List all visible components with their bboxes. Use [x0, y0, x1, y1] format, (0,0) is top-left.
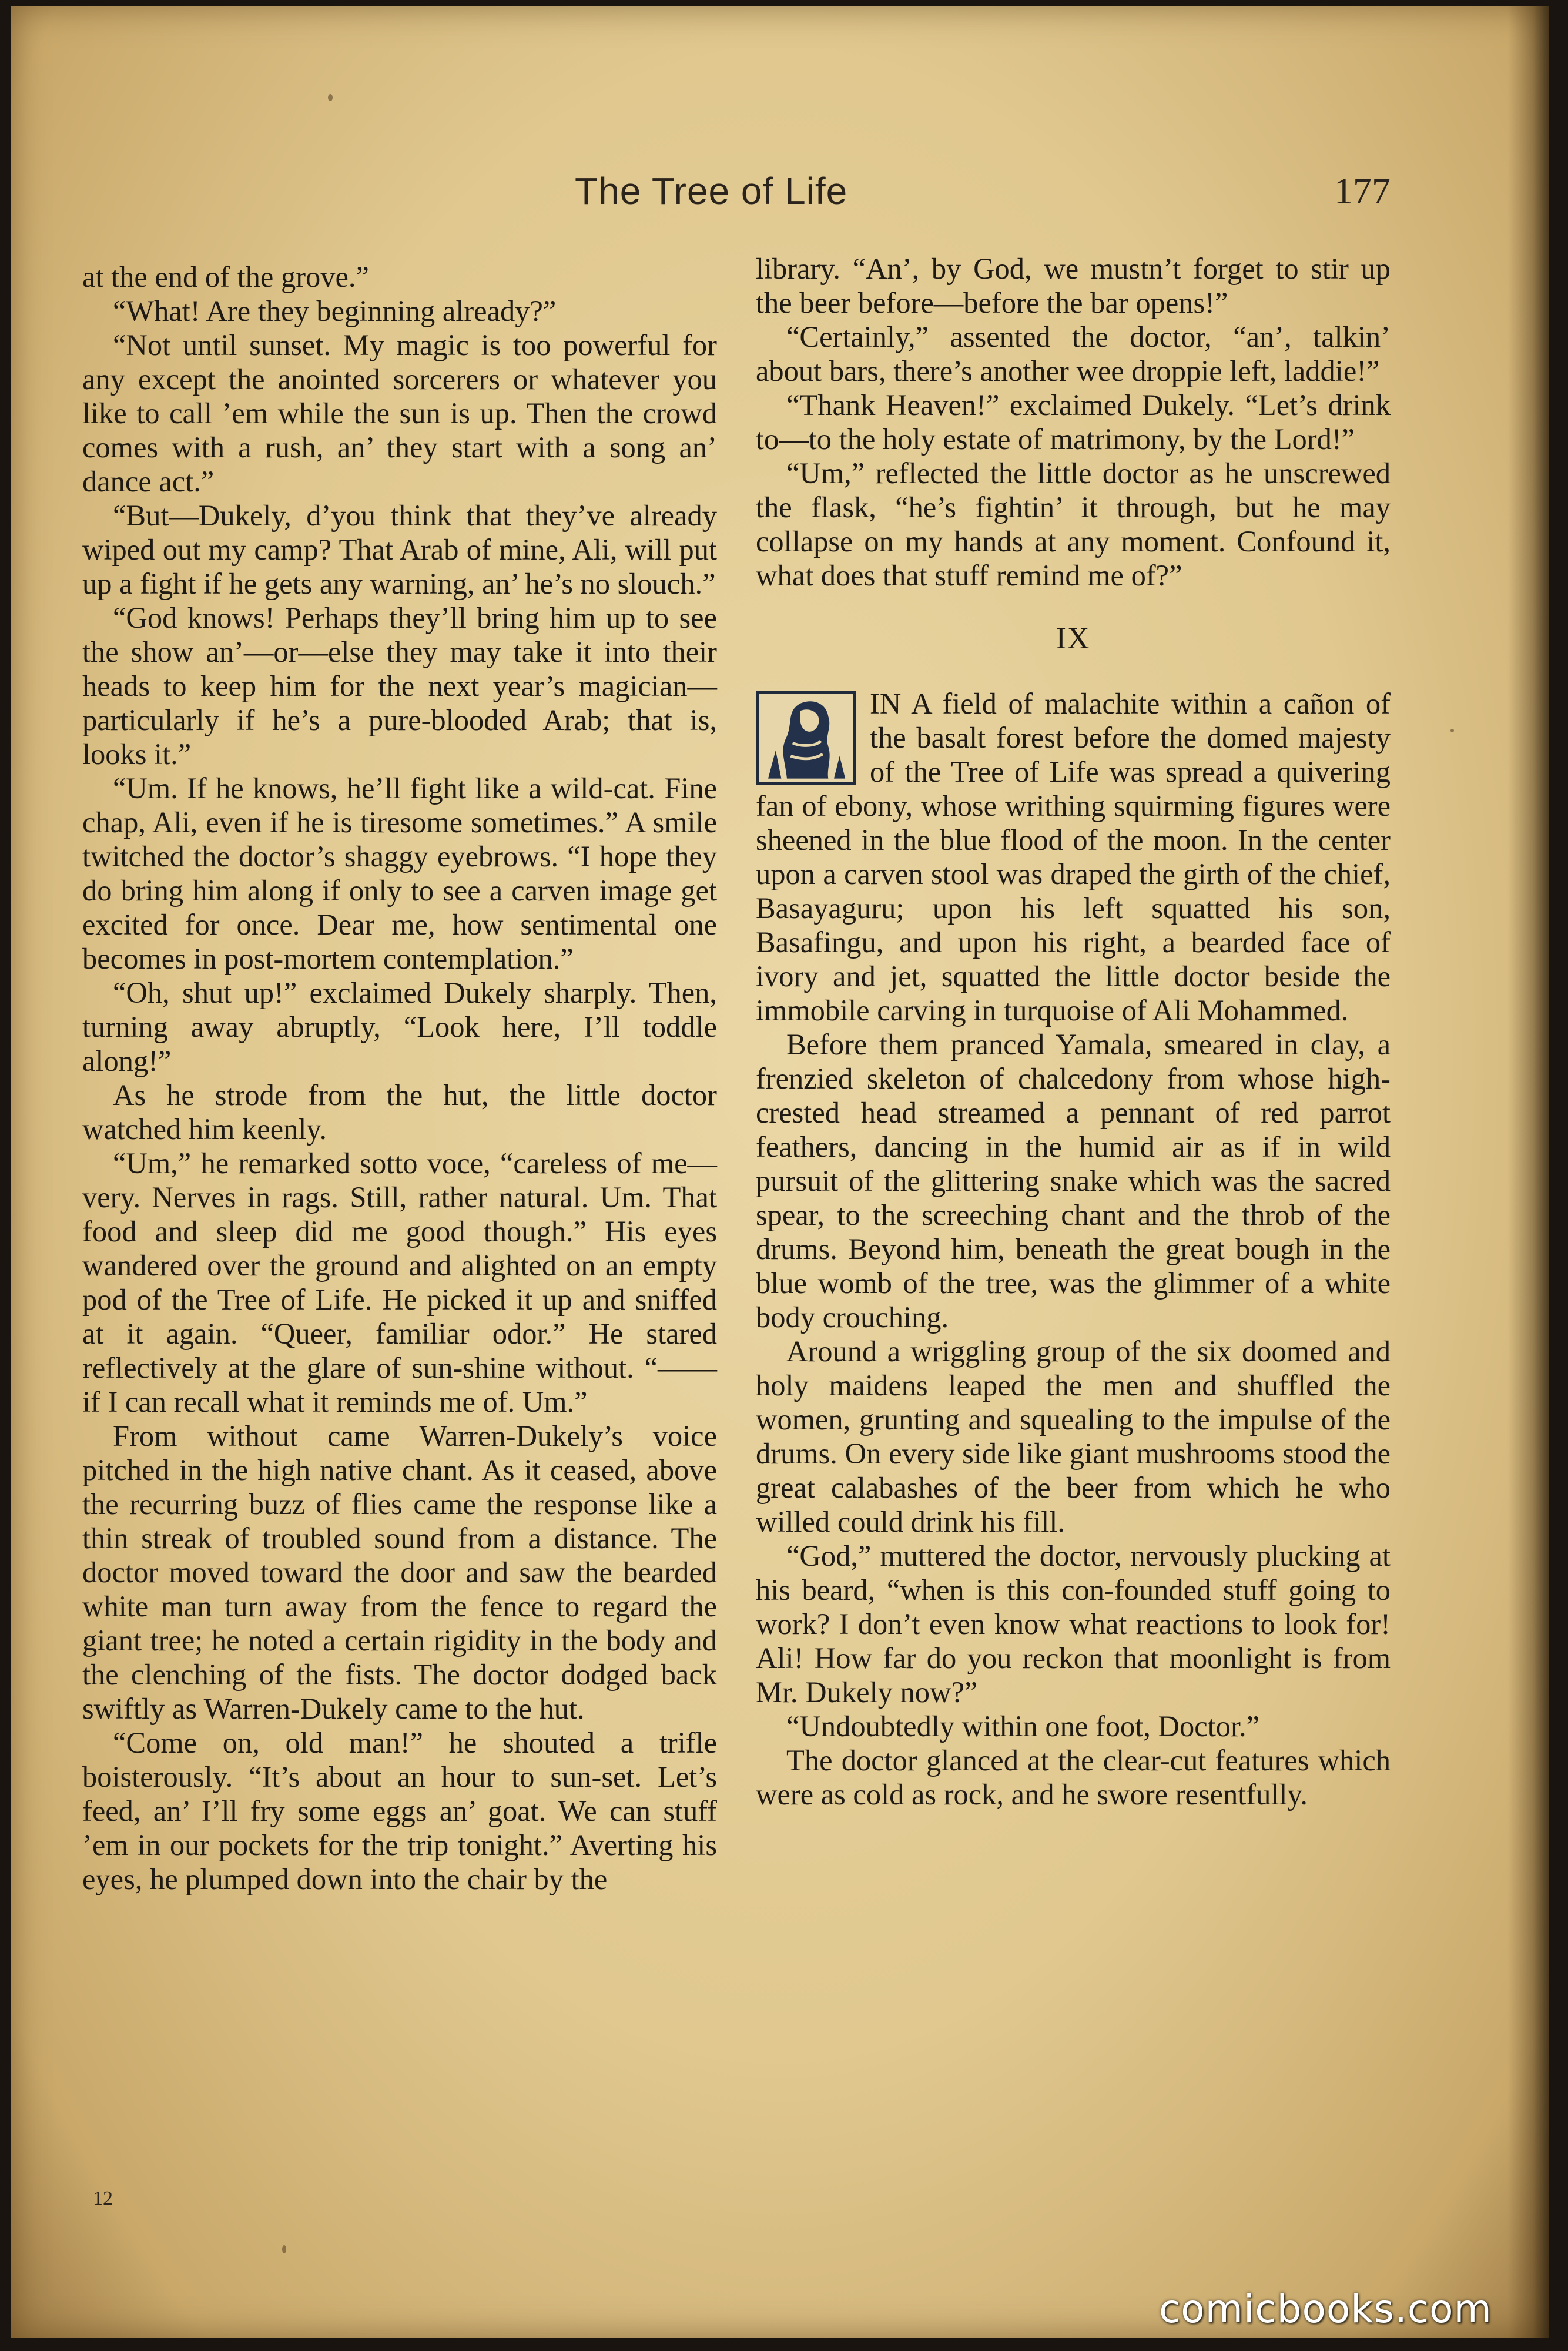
left-column — [82, 260, 717, 1896]
paragraph: “Um,” reflected the little doctor as he unscrewed the flask, “he’s fightin’ it through, but he may collapse on my hands at any moment. Confound it, what does that stuff remind me of?” — [756, 457, 1391, 592]
paragraph: IN A field of malachite within a cañon of the basalt forest before the domed majesty of the Tree of Life was spread a quivering fan of ebony, whose writhing squirming figures were sheened in the blue flood of the moon. In the center upon a carven stool was draped the girth of the chief, Basayaguru; upon his left squatted his son, Basafingu, and upon his right, a bearded face of ivory and jet, squatted the little doctor beside the immobile carving in turquoise of Ali Mohammed. — [756, 687, 1391, 1027]
paragraph: “But—Dukely, d’you think that they’ve already wiped out my camp? That Arab of mine, Ali, will put up a fight if he gets any warning, an’ he’s no slouch.” — [82, 499, 717, 600]
paragraph: “Undoubtedly within one foot, Doctor.” — [786, 1710, 1260, 1743]
page-number: 177 — [1334, 170, 1391, 212]
paper-speck — [328, 94, 333, 101]
chapter-opening — [756, 686, 1391, 1027]
paragraph: As he strode from the hut, the little doctor watched him keenly. — [82, 1079, 717, 1146]
watermark-logo: comicbooks.com — [1159, 2286, 1492, 2332]
paragraph: “What! Are they beginning already?” — [113, 294, 557, 327]
paragraph: “God knows! Perhaps they’ll bring him up to see the show an’—or—else they may take it into their heads to keep him for the next year’s magician—particularly if he’s a pure-blooded Arab; that is, looks it.” — [82, 601, 717, 771]
signature-mark: 12 — [93, 2188, 113, 2209]
paragraph: library. “An’, by God, we mustn’t forget to stir up the beer before—before the bar opens!” — [756, 252, 1391, 319]
section-heading: IX — [1056, 622, 1091, 655]
paragraph: “Certainly,” assented the doctor, “an’, talkin’ about bars, there’s another wee droppie left, laddie!” — [756, 320, 1391, 387]
book-page — [11, 6, 1549, 2338]
paragraph: “Come on, old man!” he shouted a trifle boisterously. “It’s about an hour to sun-set. Let’s feed, an’ I’ll fry some eggs an’ goat. We can stuff ’em in our pockets for the trip tonight.” Averting his eyes, he plumped down into the chair by the — [82, 1726, 717, 1895]
paragraph: Around a wriggling group of the six doomed and holy maidens leaped the men and shuffled the women, grunting and squealing to the impulse of the drums. On every side like giant mushrooms stood the great calabashes of the beer from which he who willed could drink his fill. — [756, 1335, 1391, 1538]
paragraph: “God,” muttered the doctor, nervously plucking at his beard, “when is this con-founded stuff going to work? I don’t even know what reactions to look for! Ali! How far do you reckon that moonlight is from Mr. Dukely now?” — [756, 1539, 1391, 1709]
paper-speck — [1450, 729, 1454, 732]
paragraph: “Oh, shut up!” exclaimed Dukely sharply. Then, turning away abruptly, “Look here, I’ll toddle along!” — [82, 976, 717, 1077]
paragraph: “Um. If he knows, he’ll fight like a wild-cat. Fine chap, Ali, even if he is tiresome sometimes.” A smile twitched the doctor’s shaggy eyebrows. “I hope they do bring him along if only to see a carven image get excited for once. Dear me, how sentimental one becomes in post-mortem contemplation.” — [82, 772, 717, 975]
paragraph: “Um,” he remarked sotto voce, “careless of me—very. Nerves in rags. Still, rather natural. Um. That food and sleep did me good though.” His eyes wandered over the ground and alighted on an empty pod of the Tree of Life. He picked it up and sniffed at it again. “Queer, familiar odor.” He stared reflectively at the glare of sun-shine without. “—— if I can recall what it reminds me of. Um.” — [82, 1147, 717, 1418]
paragraph: at the end of the grove.” — [82, 260, 369, 293]
paragraph: “Not until sunset. My magic is too powerful for any except the anointed sorcerers or whatever you like to call ’em while the sun is up. Then the crowd comes with a rush, an’ they start with a song an’ dance act.” — [82, 329, 717, 498]
paragraph: From without came Warren-Dukely’s voice pitched in the high native chant. As it ceased, above the recurring buzz of flies came the response like a thin streak of troubled sound from a distance. The doctor moved toward the door and saw the bearded white man turn away from the fence to regard the giant tree; he noted a certain rigidity in the body and the clenching of the fists. The doctor dodged back swiftly as Warren-Dukely came to the hut. — [82, 1419, 717, 1725]
paragraph: The doctor glanced at the clear-cut features which were as cold as rock, and he swore resentfully. — [756, 1744, 1391, 1811]
running-head — [11, 169, 1549, 222]
decorated-initial-icon — [756, 691, 856, 785]
paper-speck — [282, 2245, 286, 2253]
paragraph: “Thank Heaven!” exclaimed Dukely. “Let’s drink to—to the holy estate of matrimony, by the Lord!” — [756, 389, 1391, 456]
paragraph: Before them pranced Yamala, smeared in clay, a frenzied skeleton of chalcedony from whose high-crested head streamed a pennant of red parrot feathers, dancing in the humid air as if in wild pursuit of the glittering snake which was the sacred spear, to the screeching chant and the throb of the drums. Beyond him, beneath the great bough in the blue womb of the tree, was the glimmer of a white body crouching. — [756, 1028, 1391, 1334]
running-title: The Tree of Life — [575, 170, 848, 212]
right-column — [756, 252, 1391, 1811]
